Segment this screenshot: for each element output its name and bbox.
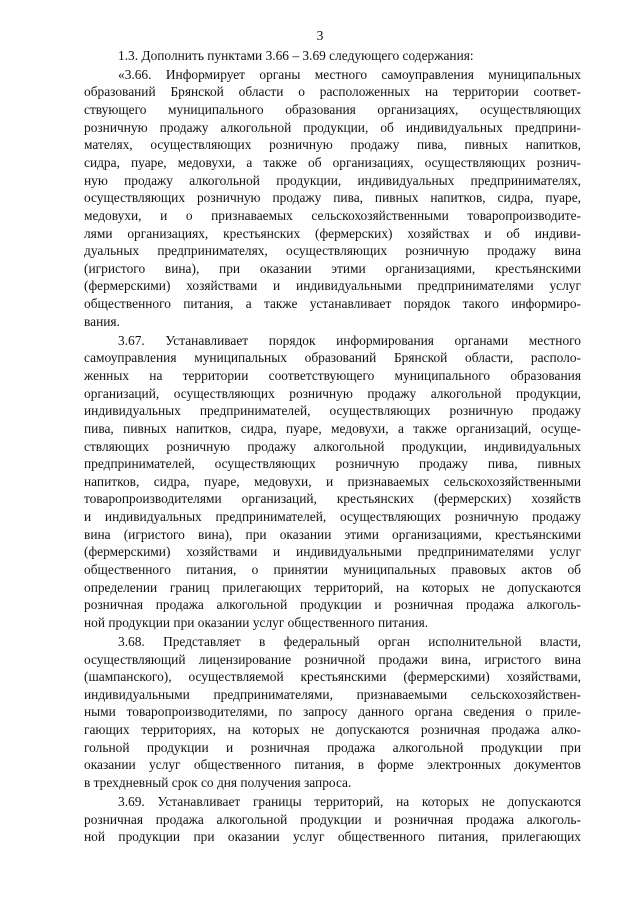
- text-line: (фермерскими) хозяйствами и индивидуальными предпринимателями услуг: [84, 278, 581, 294]
- text-line: ствующего муниципального образования организациях, осуществляющих: [84, 101, 581, 117]
- text-line: ными товаропроизводителями, по запросу данного органа сведения о приле-: [84, 704, 581, 720]
- text-line: (игристого вина), при оказании этими организациями, крестьянскими: [84, 260, 581, 276]
- text-line: общественного питания, о принятии муниципальных правовых актов об: [84, 562, 581, 578]
- text-line: 3.67. Устанавливает порядок информирования органами местного: [118, 332, 581, 348]
- text-line: розничную продажу алкогольной продукции, об индивидуальных предприни-: [84, 119, 581, 135]
- text-line: 1.3. Дополнить пунктами 3.66 – 3.69 следующего содержания:: [118, 48, 474, 63]
- text-line: индивидуальными предпринимателями, признаваемыми сельскохозяйствен-: [84, 686, 581, 702]
- text-line: самоуправления муниципальных образований Брянской области, располо-: [84, 350, 581, 366]
- text-line: дуальных предпринимателях, осуществляющих розничную продажу вина: [84, 243, 581, 259]
- text-line: пива, пивных напитков, сидра, пуаре, медовухи, а также организаций, осуще-: [84, 420, 581, 436]
- text-line: товаропроизводителями организаций, крестьянских (фермерских) хозяйств: [84, 491, 581, 507]
- text-line: (шампанского), осуществляемой крестьянскими (фермерскими) хозяйствами,: [84, 669, 581, 685]
- text-line: напитков, сидра, пуаре, медовухи, и признаваемых сельскохозяйственными: [84, 473, 581, 489]
- text-line: «3.66. Информирует органы местного самоуправления муниципальных: [118, 66, 581, 82]
- text-line: образований Брянской области о расположенных на территории соответ-: [84, 84, 581, 100]
- text-line: розничная продажа алкогольной продукции и розничная продажа алкоголь-: [84, 811, 581, 827]
- text-line: организаций, осуществляющих розничную продажу алкогольной продукции,: [84, 385, 581, 401]
- text-line: ствляющих розничную продажу алкогольной продукции, индивидуальных: [84, 438, 581, 454]
- text-line: предпринимателей, осуществляющих розничную продажу пива, пивных: [84, 456, 581, 472]
- text-line: розничная продажа алкогольной продукции и розничная продажа алкоголь-: [84, 597, 581, 613]
- text-line: и индивидуальных предпринимателей, осуществляющих розничную продажу: [84, 509, 581, 525]
- text-line: ной продукции при оказании услуг общественного питания, прилегающих: [84, 829, 581, 845]
- text-line: (фермерскими) хозяйствами и индивидуальными предпринимателями услуг: [84, 544, 581, 560]
- text-line: в трехдневный срок со дня получения запроса.: [84, 775, 352, 791]
- text-line: гающих территориях, на которых не допускаются розничная продажа алко-: [84, 722, 581, 738]
- text-line: ную продажу алкогольной продукции, индивидуальных предпринимателях,: [84, 172, 581, 188]
- text-line: вания.: [84, 313, 120, 329]
- text-line: мателях, осуществляющих розничную продажу пива, пивных напитков,: [84, 137, 581, 153]
- text-line: индивидуальных предпринимателей, осуществляющих розничную продажу: [84, 403, 581, 419]
- text-line: общественного питания, а также устанавливает порядок такого информиро-: [84, 296, 581, 312]
- text-line: определении границ прилегающих территорий, на которых не допускаются: [84, 579, 581, 595]
- text-line: женных на территории соответствующего муниципального образования: [84, 367, 581, 383]
- text-line: ной продукции при оказании услуг общественного питания.: [84, 615, 429, 630]
- text-line: медовухи, и о признаваемых сельскохозяйственными товаропроизводите-: [84, 207, 581, 223]
- text-line: вина (игристого вина), при оказании этими организациями, крестьянскими: [84, 526, 581, 542]
- text-line: осуществляющий лицензирование розничной продажи вина, игристого вина: [84, 651, 581, 667]
- text-line: 3.69. Устанавливает границы территорий, на которых не допускаются: [118, 793, 581, 809]
- text-line: сидра, пуаре, медовухи, а также об организациях, осуществляющих рознич-: [84, 154, 581, 170]
- text-line: оказании услуг общественного питания, в форме электронных документов: [84, 757, 581, 773]
- text-line: 3.68. Представляет в федеральный орган исполнительной власти,: [118, 633, 581, 649]
- page-number: 3: [316, 28, 324, 43]
- text-line: лями организациях, крестьянских (фермерских) хозяйствах и об индиви-: [84, 225, 581, 241]
- text-line: осуществляющих розничную продажу пива, пивных напитков, сидра, пуаре,: [84, 190, 581, 206]
- text-line: гольной продукции и розничная продажа алкогольной продукции при: [84, 739, 581, 755]
